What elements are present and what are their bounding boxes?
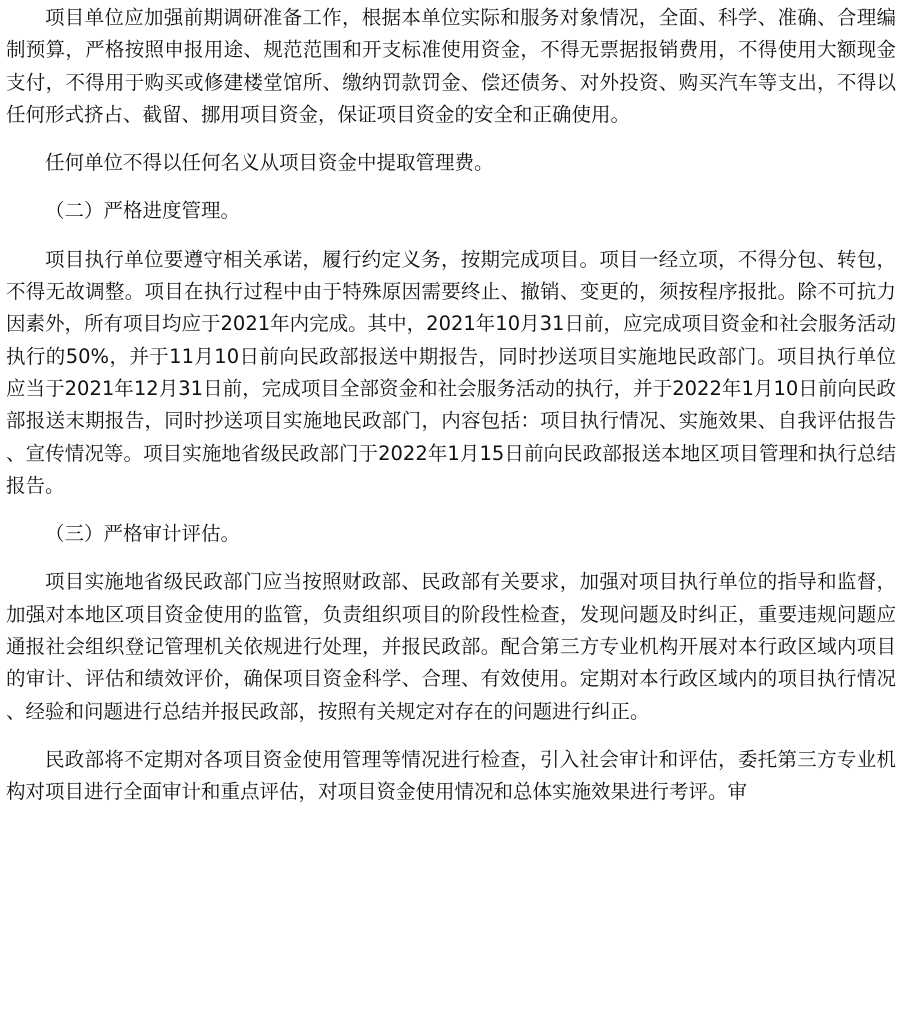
section-heading-audit: （三）严格审计评估。	[45, 522, 241, 546]
paragraph-management-fee: 任何单位不得以任何名义从项目资金中提取管理费。	[45, 151, 494, 175]
section-heading-progress: （二）严格进度管理。	[45, 199, 241, 223]
paragraph-budget-rules: 项目单位应加强前期调研准备工作，根据本单位实际和服务对象情况，全面、科学、准确、合理编制预算，严格按照申报用途、规范范围和开支标准使用资金，不得无票据报销费用，不得使用大额现金支付，不得用于购买或修建楼堂馆所、缴纳罚款罚金、偿还债务、对外投资、购买汽车等支出，不得以任何形式挤占、截留、挪用项目资金，保证项目资金的安全和正确使用。	[6, 6, 896, 126]
paragraph-audit-evaluation: 项目实施地省级民政部门应当按照财政部、民政部有关要求，加强对项目执行单位的指导和监督，加强对本地区项目资金使用的监管，负责组织项目的阶段性检查，发现问题及时纠正，重要违规问题应通报社会组织登记管理机关依规进行处理，并报民政部。配合第三方专业机构开展对本行政区域内项目的审计、评估和绩效评价，确保项目资金科学、合理、有效使用。定期对本行政区域内的项目执行情况、经验和问题进行总结并报民政部，按照有关规定对存在的问题进行纠正。	[6, 570, 896, 723]
paragraph-progress-management: 项目执行单位要遵守相关承诺，履行约定义务，按期完成项目。项目一经立项，不得分包、转包，不得无故调整。项目在执行过程中由于特殊原因需要终止、撤销、变更的，须按程序报批。除不可抗力因素外，所有项目均应于2021年内完成。其中，2021年10月31日前，应完成项目资金和社会服务活动执行的50%，并于11月10日前向民政部报送中期报告，同时抄送项目实施地民政部门。项目执行单位应当于2021年12月31日前，完成项目全部资金和社会服务活动的执行，并于2022年1月10日前向民政部报送末期报告，同时抄送项目实施地民政部门，内容包括：项目执行情况、实施效果、自我评估报告、宣传情况等。项目实施地省级民政部门于2022年1月15日前向民政部报送本地区项目管理和执行总结报告。	[6, 247, 896, 497]
paragraph-inspection: 民政部将不定期对各项目资金使用管理等情况进行检查，引入社会审计和评估，委托第三方专业机构对项目进行全面审计和重点评估，对项目资金使用情况和总体实施效果进行考评。审	[6, 747, 896, 804]
